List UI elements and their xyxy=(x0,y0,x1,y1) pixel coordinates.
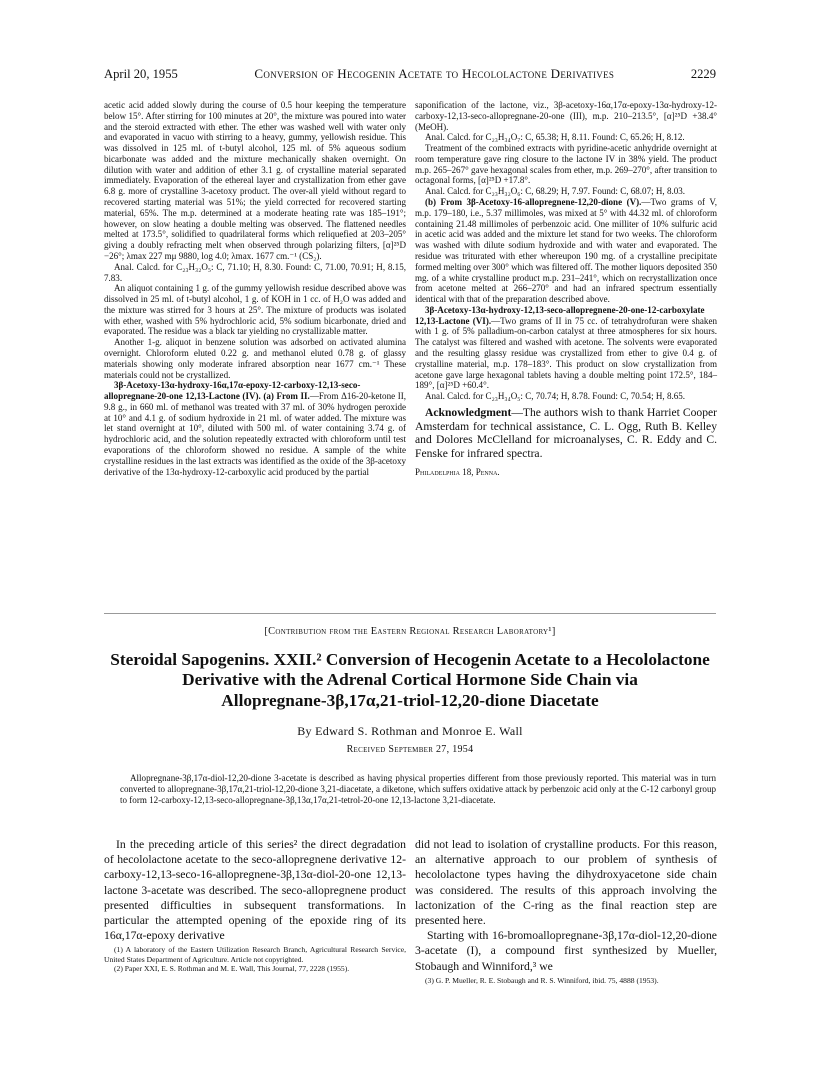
running-head-date: April 20, 1955 xyxy=(104,67,178,81)
running-head xyxy=(104,66,716,82)
received-date: Received September 27, 1954 xyxy=(346,744,474,755)
address: Philadelphia 18, Penna. xyxy=(415,467,500,478)
running-head-title: Conversion of Hecogenin Acetate to Hecololactone Derivatives xyxy=(254,66,615,81)
section-heading: 3β-Acetoxy-13α-hydroxy-16α,17α-epoxy-12-carboxy-12,13-seco-allopregnane-20-one 12,13-Lactone (IV). (a) From II. xyxy=(104,380,361,402)
upper-left-column xyxy=(104,100,406,477)
analysis-paragraph: Anal. Calcd. for C₂₃H₃₄O₅: C, 70.74; H, 8.78. Found: C, 70.54; H, 8.65. xyxy=(425,391,686,402)
abstract: Allopregnane-3β,17α-diol-12,20-dione 3-acetate is described as having physical properties different from those previously reported. This material was in turn converted to allopregnane-3β,17α,21-triol-12,20-dione 3,21-diacetate, a diketone, which suffers oxidative attack by perbenzoic acid only at the C-12 carbonyl group to form 12-carboxy-12,13-seco-allopregnane-3β,13α,17α,21-tetrol-20-one 12,13-lactone 3,21-diacetate. xyxy=(120,773,716,806)
title-line: Steroidal Sapogenins. XXII.² Conversion of Hecogenin Acetate to a Hecololactone xyxy=(110,650,710,669)
section-divider xyxy=(104,613,716,614)
paragraph xyxy=(415,305,717,391)
body-left-column xyxy=(104,837,406,974)
contribution-line: [Contribution from the Eastern Regional Research Laboratory¹] xyxy=(264,626,556,637)
acknowledgment-heading: Acknowledgment xyxy=(425,405,512,419)
footnote: (1) A laboratory of the Eastern Utilization Research Branch, Agricultural Research Service, United States Department of Agriculture. Article not copyrighted. xyxy=(104,945,406,964)
analysis-paragraph: Anal. Calcd. for C₂₃H₃₂O₅: C, 71.10; H, 8.30. Found: C, 71.00, 70.91; H, 8.15, 7.83. xyxy=(104,261,406,283)
paragraph: Starting with 16-bromoallopregnane-3β,17α-diol-12,20-dione 3-acetate (I), a compound first synthesized by Mueller, Stobaugh and Winniford,³ we xyxy=(415,929,717,973)
section-text: —Two grams of V, m.p. 179–180, i.e., 5.37 millimoles, was mixed at 5° with 44.32 ml. of chloroform containing 21.48 millimoles of perbenzoic acid. One milliter of 10% sulfuric acid in acetic acid was added and the mixture let stand for two weeks. The chloroform was washed with dilute sodium hydroxide and with water and evaporated. The residue was triturated with ether whereupon 190 mg. of a crystalline precipitate formed melting over 300° which was filtered off. The mother liquors deposited 350 mg. of a white crystalline product m.p. 231–241°, which on recrystallization once from acetone melted at 266–270° and had an infrared spectrum essentially identical with that of the preparation described above. xyxy=(415,197,718,305)
footnotes xyxy=(415,976,717,985)
footnotes xyxy=(104,945,406,973)
title-line: Derivative with the Adrenal Cortical Hormone Side Chain via xyxy=(182,670,638,690)
paragraph: acetic acid added slowly during the course of 0.5 hour keeping the temperature below 15°. After stirring for 100 minutes at 20°, the mixture was poured into water and the steroid extracted with ether. The ether was washed well with water only and evaporated in vacuo with stirring to a heavy, gummy, yellowish residue. This was dissolved in 125 ml. of t-butyl alcohol, 125 ml. of 5% aqueous sodium bicarbonate was added and the mixture mechanically shaken overnight. On dilution with water and addition of ether 3.1 g. of crystalline material separated immediately. Evaporation of the ethereal layer and crystallization from ether gave 6.8 g. more of crystalline 3-acetoxy product. The over-all yield without regard to recovered starting material was 51%; the yield corrected for recovered starting material, 65%. The m.p. determined at a moderate heating rate was 185–191°; however, on slow heating a double melting was observed. The flattened needles melted at 173.5°, solidified to quadrilateral forms which reliquefied at 203–205° giving a doubly refracting melt when observed through polarizing filters, [α]²⁵D −26°; λmax 227 mμ 9880, log 4.0; λmax. 1677 cm.⁻¹ (CS₂). xyxy=(104,100,406,261)
upper-right-column xyxy=(415,100,717,478)
title-line: Allopregnane-3β,17α,21-triol-12,20-dione Diacetate xyxy=(221,690,599,710)
page-number: 2229 xyxy=(690,67,716,81)
section-heading: (b) From 3β-Acetoxy-16-allopregnene-12,20-dione (V). xyxy=(425,197,642,208)
paragraph: Another 1-g. aliquot in benzene solution was adsorbed on activated alumina overnight. Chloroform eluted 0.22 g. and methanol eluted 0.78 g. of glassy materials showing only moderate infrared absorption near 1677 cm.⁻¹ These materials could not be crystallized. xyxy=(104,337,406,380)
paragraph: Treatment of the combined extracts with pyridine-acetic anhydride overnight at room temperature gave ring closure to the lactone IV in 38% yield. The product m.p. 265–267° gave hexagonal scales from ether, m.p. 269–270°, after transition to octagonal forms, [α]²⁵D +17.8°. xyxy=(415,143,717,186)
paragraph: An aliquot containing 1 g. of the gummy yellowish residue described above was dissolved in 25 ml. of t-butyl alcohol, 1 g. of KOH in 1 cc. of H₂O was added and the mixture was stirred for 3 hours at 25°. The mixture of products was isolated with ether, washed with 5% hydrochloric acid, 5% sodium bicarbonate, dried and evaporated. The residue was a black tar yielding no crystallizable matter. xyxy=(104,283,406,337)
paragraph xyxy=(415,197,717,305)
analysis-paragraph: Anal. Calcd. for C₂₃H₃₄O₇: C, 65.38; H, 8.11. Found: C, 65.26; H, 8.12. xyxy=(425,132,685,143)
paragraph: In the preceding article of this series² the direct degradation of hecololactone acetate to the seco-allopregnene derivative 12-carboxy-12,13-seco-16-allopregnene-3β,13α-diol-20-one 12,13-lactone 3-acetate was described. The seco-allopregnene product presented difficulties in subsequent transformations. In particular the attempted opening of the epoxide ring of its 16α,17α-epoxy derivative xyxy=(104,838,406,943)
paragraph xyxy=(104,380,406,477)
section-text: —Two grams of II in 75 cc. of tetrahydrofuran were shaken with 1 g. of 5% palladium-on-carbon catalyst at three atmospheres for six hours. The catalyst was filtered and washed with acetone. The solvents were evaporated and the resulting glassy residue was crystallized from ether to give 0.4 g. of crystalline material, m.p. 178–183°. This product on slow crystallization from acetone gave large hexagonal tablets having a double melting point 172.5°, 184–189°, [α]²⁵D +60.4°. xyxy=(415,315,717,391)
footnote: (2) Paper XXI, E. S. Rothman and M. E. Wall, This Journal, 77, 2228 (1955). xyxy=(114,964,350,974)
footnote: (3) G. P. Mueller, R. E. Stobaugh and R. S. Winniford, ibid. 75, 4888 (1953). xyxy=(425,975,659,985)
section-text: —From Δ16-20-ketone II, 9.8 g., in 660 ml. of methanol was treated with 37 ml. of 30% hydrogen peroxide at 10° and 4.1 g. of sodium hydroxide in 21 ml. of water added. The mixture was let stand overnight at 10°, diluted with 500 ml. of water containing 3.74 g. of hydrochloric acid, and the solution repeatedly extracted with chloroform until test evaporations of the chloroform showed no residue. A sample of the white crystalline residues in the last extracts was identified as the oxide of the 3β-acetoxy derivative of the 13α-hydroxy-12-carboxylic acid produced by the partial xyxy=(104,391,406,477)
section-heading: 3β-Acetoxy-13α-hydroxy-12,13-seco-allopregnene-20-one-12-carboxylate 12,13-Lactone (VI). xyxy=(415,304,705,326)
article-title xyxy=(104,650,716,711)
body-right-column xyxy=(415,837,717,985)
authors: By Edward S. Rothman and Monroe E. Wall xyxy=(297,724,523,738)
acknowledgment-text: —The authors wish to thank Harriet Cooper Amsterdam for technical assistance, C. L. Ogg, Ruth B. Kelley and Dolores McClelland for microanalyses, C. R. Eddy and C. Fenske for infrared spectra. xyxy=(415,405,717,461)
paragraph: did not lead to isolation of crystalline products. For this reason, an alternative approach to our problem of synthesis of hecololactone types having the dihydroxyacetone side chain was considered. The results of this approach involving the lactonization of the C-ring as the final reaction step are presented here. xyxy=(415,838,717,928)
paragraph: saponification of the lactone, viz., 3β-acetoxy-16α,17α-epoxy-13α-hydroxy-12-carboxy-12,13-seco-allopregnane-20-one (III), m.p. 210–213.5°, [α]²⁵D +38.4° (MeOH). xyxy=(415,100,717,132)
analysis-paragraph: Anal. Calcd. for C₂₃H₃₂O₆: C, 68.29; H, 7.97. Found: C, 68.07; H, 8.03. xyxy=(425,186,686,197)
acknowledgment xyxy=(415,406,717,461)
